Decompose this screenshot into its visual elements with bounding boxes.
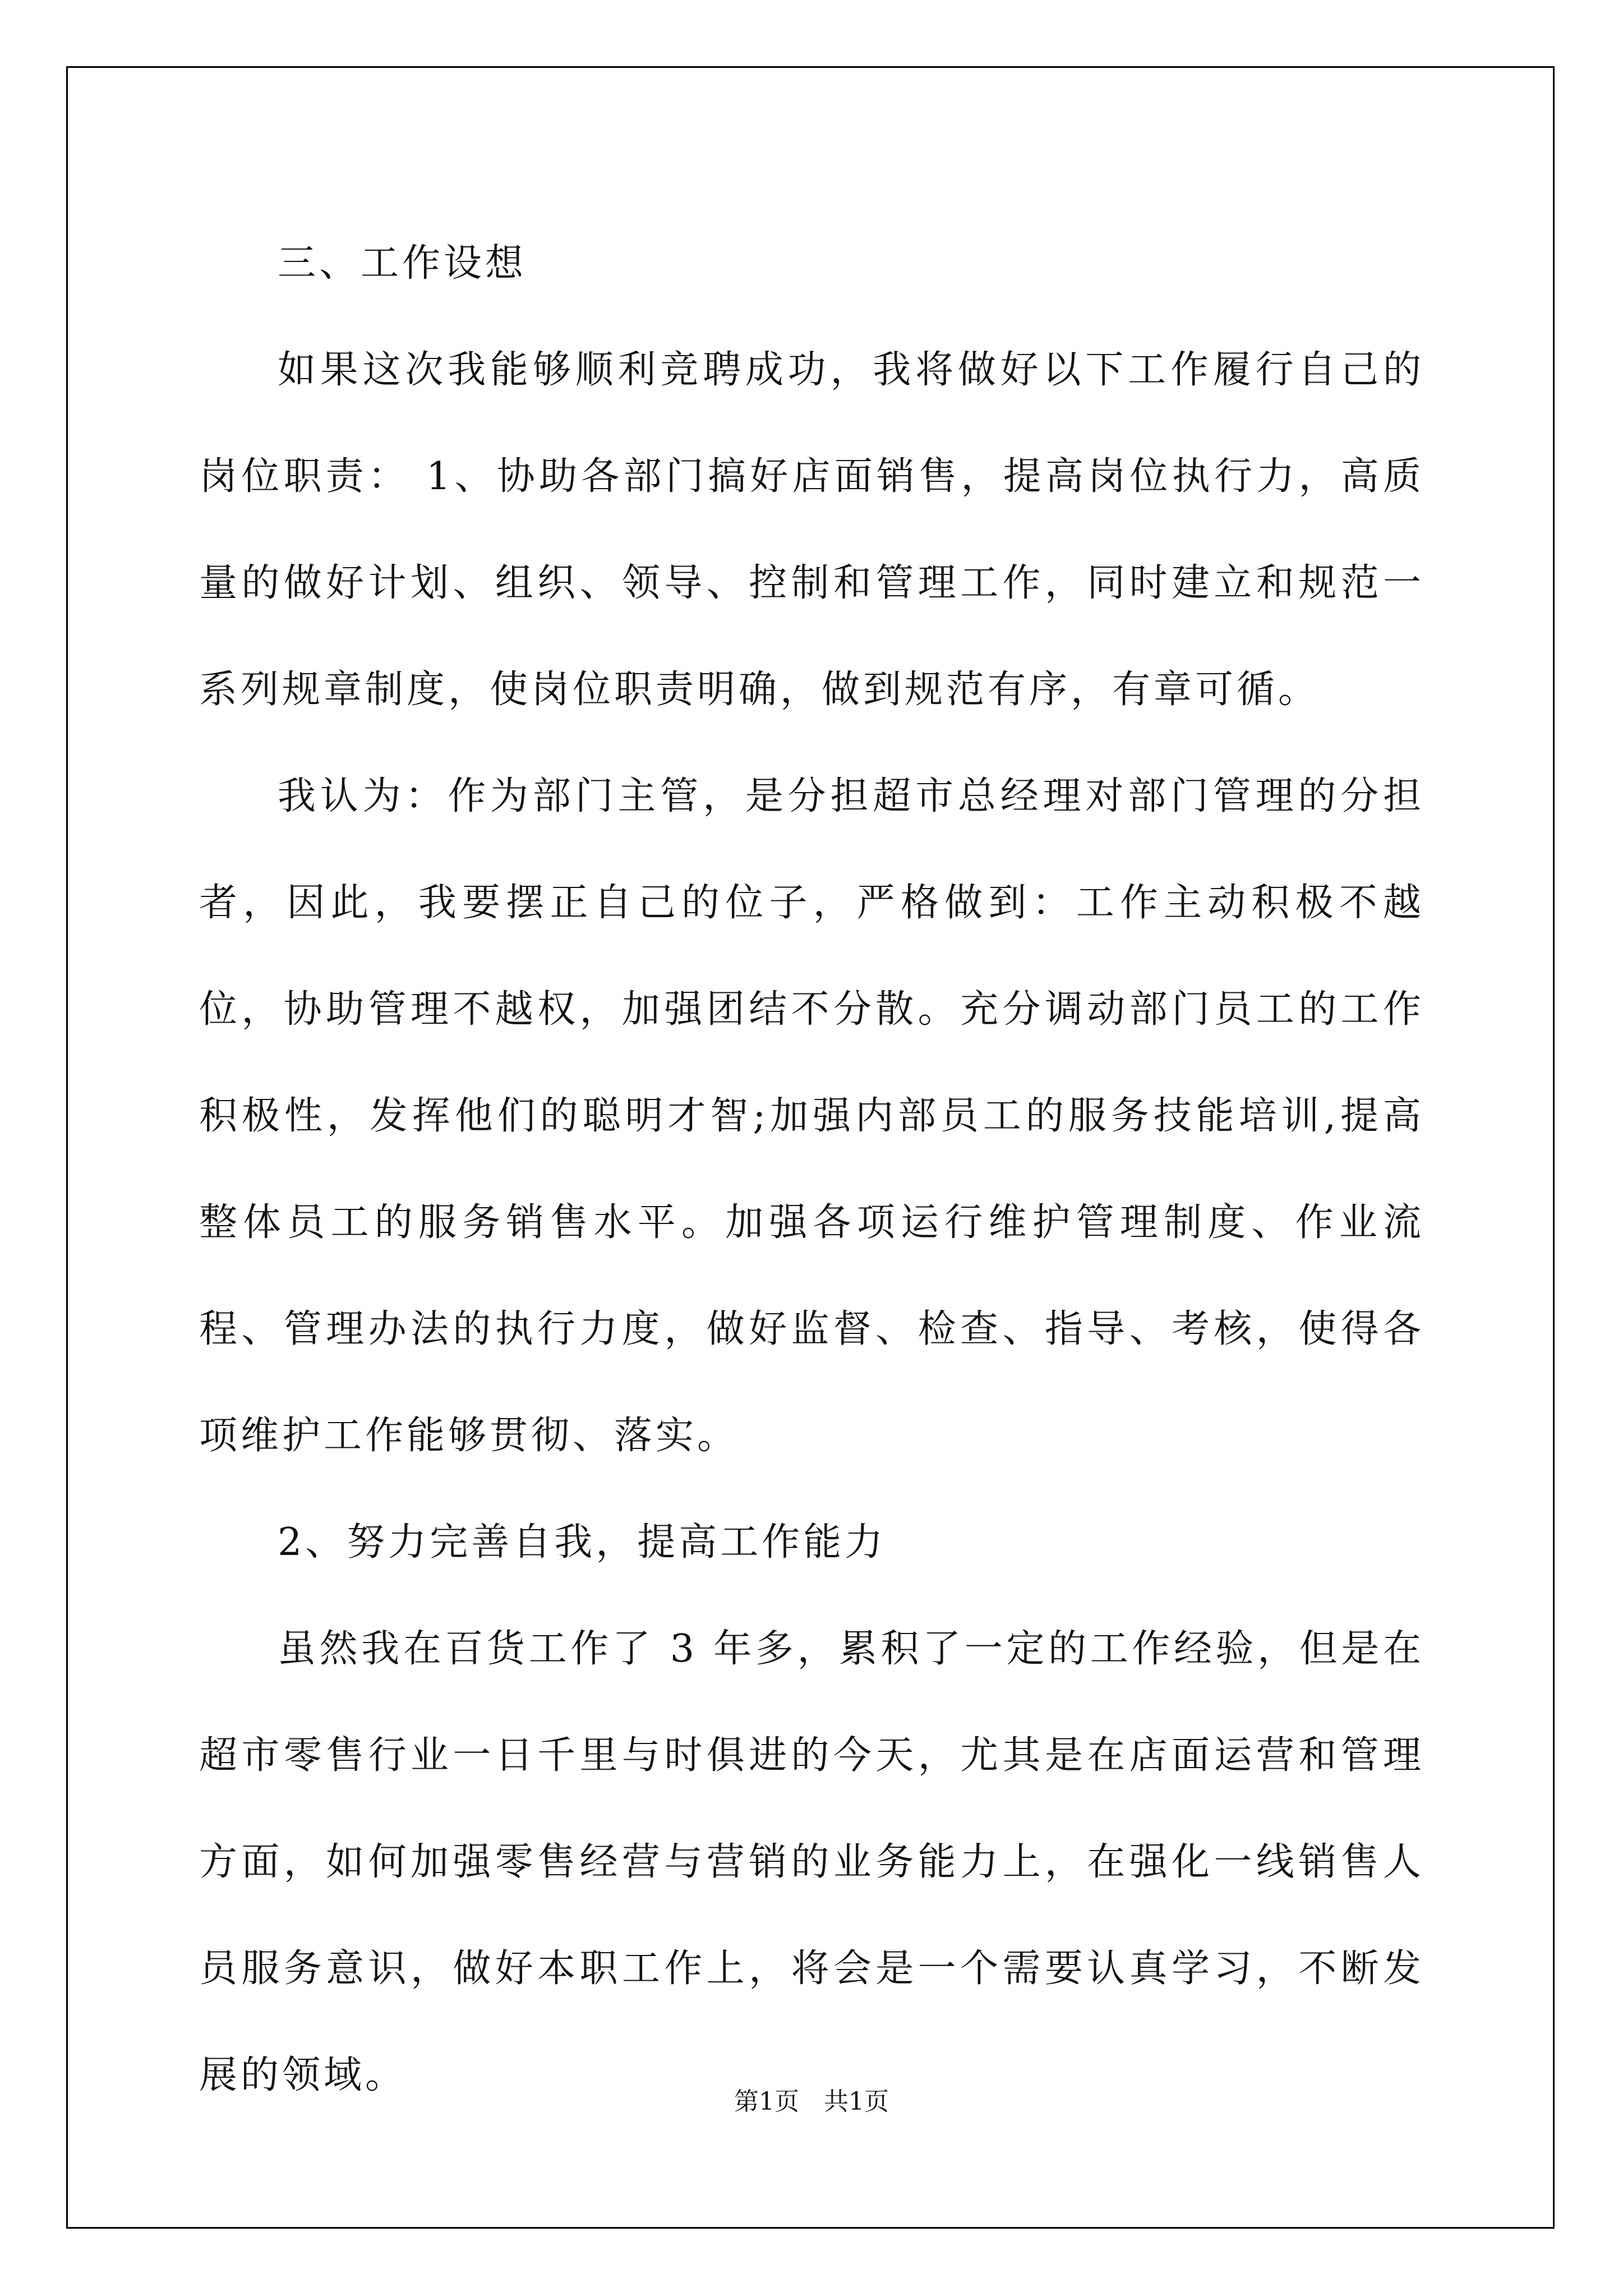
- section-heading: 三、工作设想: [278, 241, 527, 286]
- paragraph: 如果这次我能够顺利竞聘成功，我将做好以下工作履行自己的岗位职责： 1、协助各部门搞好店面销售，提高岗位执行力，高质量的做好计划、组织、领导、控制和管理工作，同时建立和规范一系列规章制度，使岗位职责明确，做到规范有序，有章可循。: [199, 348, 1424, 712]
- paragraph: 虽然我在百货工作了 3 年多，累积了一定的工作经验，但是在超市零售行业一日千里与时俱进的今天，尤其是在店面运营和管理方面，如何加强零售经营与营销的业务能力上，在强化一线销售人员服务意识，做好本职工作上，将会是一个需要认真学习，不断发展的领域。: [199, 1627, 1424, 2097]
- page-number: 第1页 共1页: [734, 2087, 889, 2116]
- document-body: [199, 210, 1424, 2129]
- subsection-heading: 2、努力完善自我，提高工作能力: [278, 1520, 887, 1565]
- paragraph: 我认为：作为部门主管，是分担超市总经理对部门管理的分担者，因此，我要摆正自己的位子，严格做到：工作主动积极不越位，协助管理不越权，加强团结不分散。充分调动部门员工的工作积极性，发挥他们的聪明才智;加强内部员工的服务技能培训,提高整体员工的服务销售水平。加强各项运行维护管理制度、作业流程、管理办法的执行力度，做好监督、检查、指导、考核，使得各项维护工作能够贯彻、落实。: [199, 774, 1424, 1458]
